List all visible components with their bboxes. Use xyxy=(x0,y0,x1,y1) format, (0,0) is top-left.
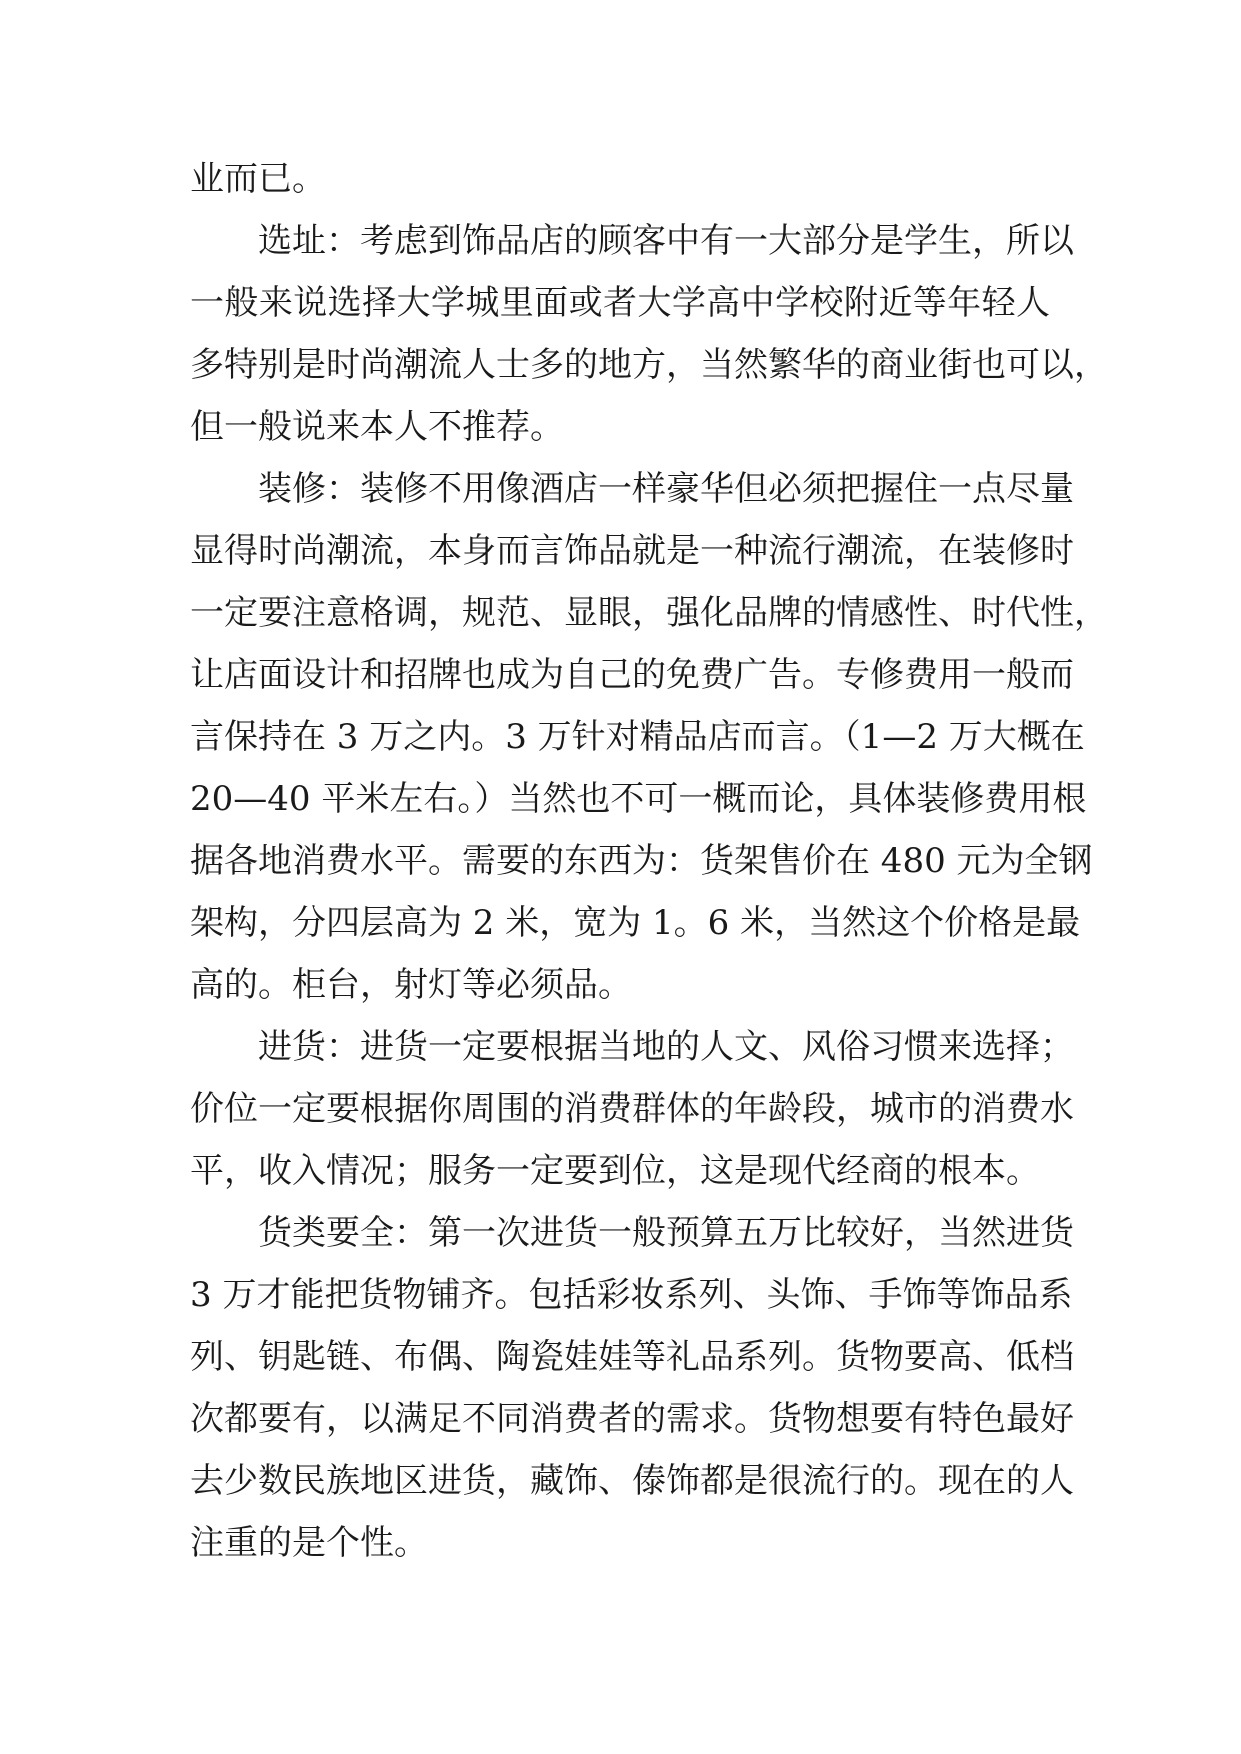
text-line: 一定要注意格调，规范、显眼，强化品牌的情感性、时代性， xyxy=(190,593,1108,633)
text-line: 3 万才能把货物铺齐。包括彩妆系列、头饰、手饰等饰品系 xyxy=(190,1275,1073,1315)
text-line: 高的。柜台，射灯等必须品。 xyxy=(190,965,632,1005)
text-line: 多特别是时尚潮流人士多的地方，当然繁华的商业街也可以， xyxy=(190,345,1108,385)
text-line: 让店面设计和招牌也成为自己的免费广告。专修费用一般而 xyxy=(190,655,1074,695)
text-line: 次都要有，以满足不同消费者的需求。货物想要有特色最好 xyxy=(190,1399,1074,1439)
text-line: 业而已。 xyxy=(190,159,326,199)
text-line: 20—40 平米左右。）当然也不可一概而论，具体装修费用根 xyxy=(190,779,1087,819)
text-line: 进货：进货一定要根据当地的人文、风俗习惯来选择； xyxy=(258,1027,1074,1067)
text-line: 平，收入情况；服务一定要到位，这是现代经商的根本。 xyxy=(190,1151,1040,1191)
text-line: 显得时尚潮流，本身而言饰品就是一种流行潮流，在装修时 xyxy=(190,531,1074,571)
text-line: 据各地消费水平。需要的东西为：货架售价在 480 元为全钢 xyxy=(190,841,1093,881)
text-line: 一般来说选择大学城里面或者大学高中学校附近等年轻人 xyxy=(190,283,1050,323)
text-line: 选址：考虑到饰品店的顾客中有一大部分是学生，所以 xyxy=(258,221,1074,261)
text-line: 列、钥匙链、布偶、陶瓷娃娃等礼品系列。货物要高、低档 xyxy=(190,1337,1074,1377)
text-line: 注重的是个性。 xyxy=(190,1523,428,1563)
text-line: 架构，分四层高为 2 米，宽为 1。6 米，当然这个价格是最 xyxy=(190,903,1081,943)
text-line: 装修：装修不用像酒店一样豪华但必须把握住一点尽量 xyxy=(258,469,1074,509)
text-line: 价位一定要根据你周围的消费群体的年龄段，城市的消费水 xyxy=(190,1089,1074,1129)
text-line: 去少数民族地区进货，藏饰、傣饰都是很流行的。现在的人 xyxy=(190,1461,1074,1501)
document-body xyxy=(190,148,1108,1574)
text-line: 但一般说来本人不推荐。 xyxy=(190,407,564,447)
text-line: 言保持在 3 万之内。3 万针对精品店而言。（1—2 万大概在 xyxy=(190,717,1085,757)
text-line: 货类要全：第一次进货一般预算五万比较好，当然进货 xyxy=(258,1213,1074,1253)
